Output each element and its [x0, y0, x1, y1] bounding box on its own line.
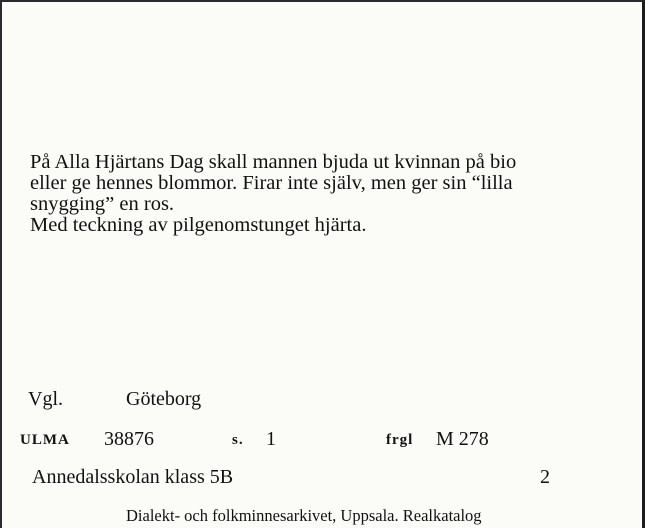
card-count: 2	[540, 466, 550, 488]
frgl-value: M 278	[436, 428, 489, 450]
page-label: s.	[232, 432, 244, 448]
description-line: snygging” en ros.	[30, 193, 175, 215]
ulma-label: ULMA	[20, 432, 70, 448]
archive-footer: Dialekt- och folkminnesarkivet, Uppsala. Realkatalog	[126, 506, 482, 525]
description-line: eller ge hennes blommor. Firar inte själv, men ger sin “lilla	[30, 172, 513, 194]
description-line: Med teckning av pilgenomstunget hjärta.	[30, 214, 367, 236]
school-name: Annedalsskolan klass 5B	[32, 466, 234, 488]
ulma-number: 38876	[104, 428, 154, 450]
location-label: Vgl.	[28, 388, 63, 410]
description-line: På Alla Hjärtans Dag skall mannen bjuda ut kvinnan på bio	[30, 151, 517, 173]
frgl-label: frgl	[386, 432, 414, 448]
card-description	[30, 152, 630, 236]
page-number: 1	[266, 428, 276, 450]
location-value: Göteborg	[126, 388, 202, 410]
